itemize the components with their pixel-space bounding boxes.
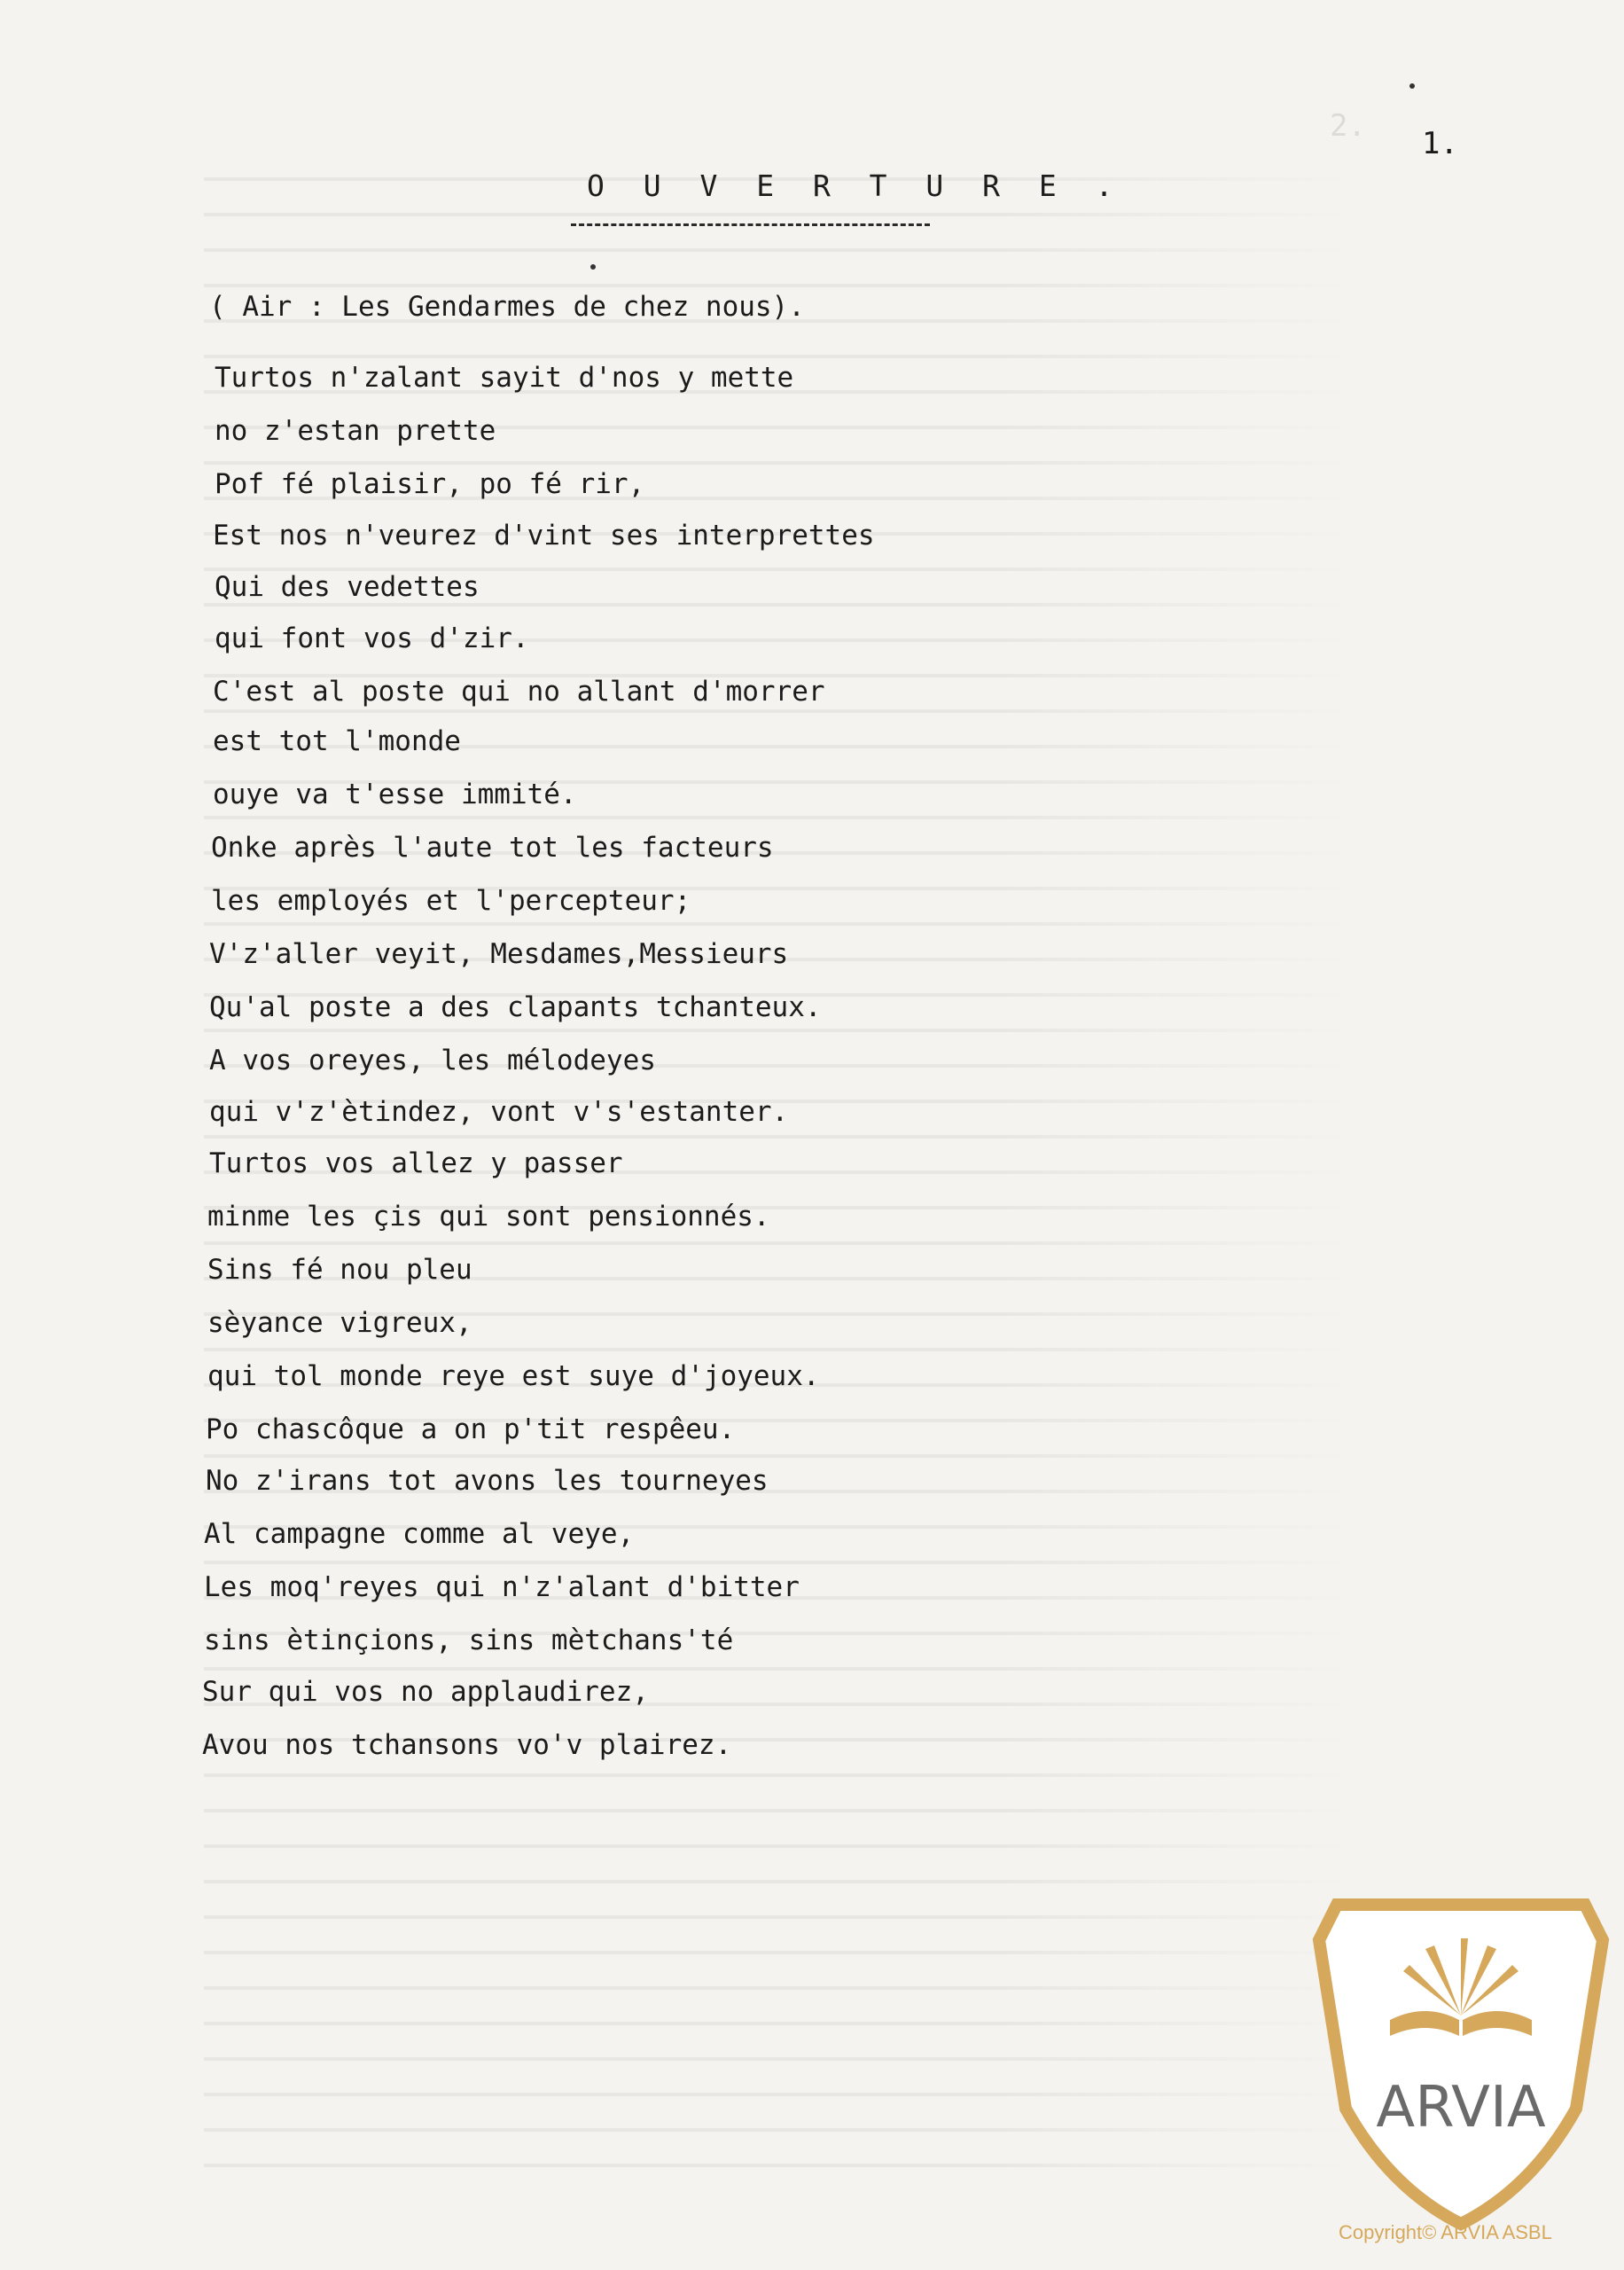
lyric-line: minme les çis qui sont pensionnés. [207, 1201, 770, 1233]
lyric-line: les employés et l'percepteur; [211, 885, 691, 917]
ink-dot [1409, 83, 1415, 89]
lyric-line: Qui des vedettes [215, 571, 480, 603]
lyric-line: V'z'aller veyit, Mesdames,Messieurs [209, 938, 789, 970]
lyric-line: qui v'z'ètindez, vont v's'estanter. [209, 1096, 789, 1128]
copyright-notice: Copyright© ARVIA ASBL [1339, 2221, 1552, 2243]
lyric-line: Est nos n'veurez d'vint ses interprettes [213, 520, 875, 552]
lyric-line: est tot l'monde [213, 725, 461, 757]
lyric-line: sèyance vigreux, [207, 1307, 472, 1339]
lyric-line: Sur qui vos no applaudirez, [202, 1676, 649, 1708]
logo-text: ARVIA [1376, 2075, 1546, 2141]
lyric-line: Turtos vos allez y passer [209, 1147, 623, 1179]
lyric-line: no z'estan prette [215, 415, 496, 447]
lyric-line: Sins fé nou pleu [207, 1254, 472, 1286]
lyric-line: Onke après l'aute tot les facteurs [211, 832, 774, 864]
lyric-line: Po chascôque a on p'tit respêeu. [206, 1413, 736, 1445]
lyric-line: qui tol monde reye est suye d'joyeux. [207, 1360, 820, 1392]
bleed-through-page-number: 2. [1330, 108, 1366, 144]
lyric-line: ouye va t'esse immité. [213, 779, 577, 810]
lyric-line: sins ètinçions, sins mètchans'té [204, 1624, 734, 1656]
lyric-line: Al campagne comme al veye, [204, 1518, 635, 1550]
lyric-line: C'est al poste qui no allant d'morrer [213, 676, 825, 708]
lyric-line: Turtos n'zalant sayit d'nos y mette [215, 362, 794, 394]
page-number: 1. [1422, 126, 1458, 161]
lyric-line: Pof fé plaisir, po fé rir, [215, 468, 645, 500]
lyric-line: qui font vos d'zir. [215, 622, 529, 654]
lyric-line: Qu'al poste a des clapants tchanteux. [209, 991, 822, 1023]
lyric-line: A vos oreyes, les mélodeyes [209, 1045, 656, 1076]
page-title: O U V E R T U R E . [587, 168, 1124, 203]
lyric-line: No z'irans tot avons les tourneyes [206, 1465, 769, 1497]
lyric-line: ( Air : Les Gendarmes de chez nous). [209, 291, 805, 323]
arvia-logo [1310, 1887, 1612, 2242]
lyric-line: Avou nos tchansons vo'v plairez. [202, 1729, 732, 1761]
lyric-line: Les moq'reyes qui n'z'alant d'bitter [204, 1571, 800, 1603]
